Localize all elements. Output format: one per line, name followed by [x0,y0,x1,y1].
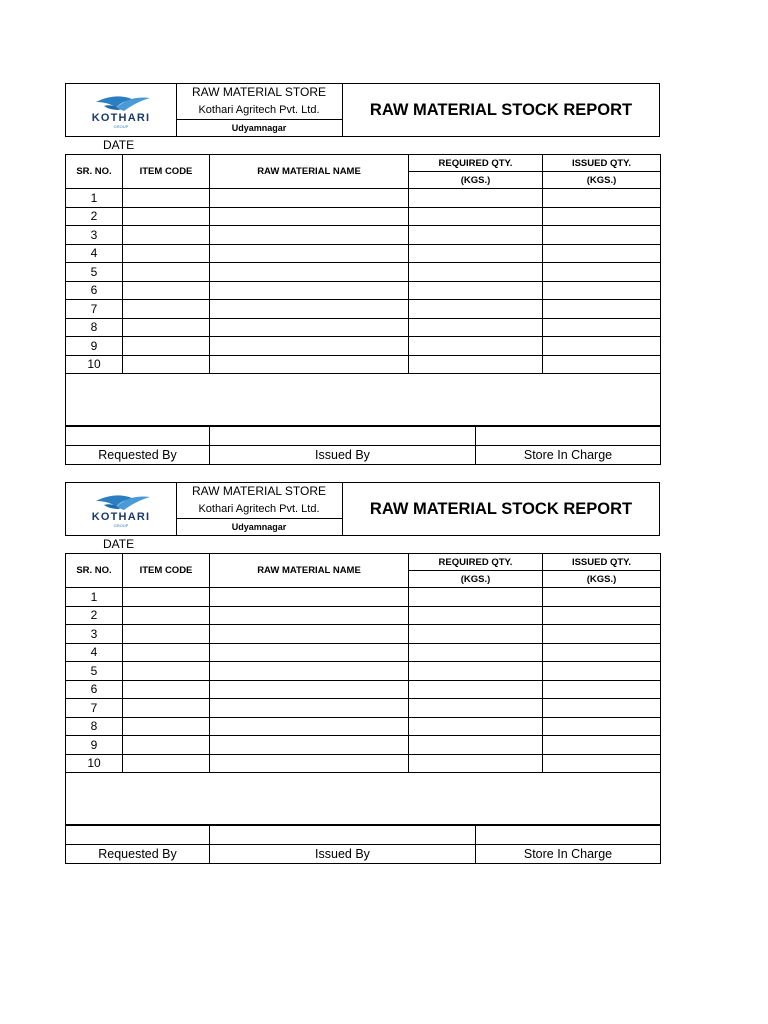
issued-qty-cell[interactable] [543,662,661,681]
table-row [66,189,661,208]
raw-material-name-cell[interactable] [210,207,409,226]
signature-table [65,426,661,465]
requested-by-signature-field[interactable] [66,826,210,845]
required-qty-cell[interactable] [409,699,543,718]
item-code-cell[interactable] [123,699,210,718]
required-qty-cell[interactable] [409,643,543,662]
raw-material-name-cell[interactable] [210,263,409,282]
raw-material-name-cell[interactable] [210,680,409,699]
store-name: RAW MATERIAL STORE [191,484,326,498]
item-code-cell[interactable] [123,680,210,699]
row-number: 10 [66,355,123,374]
row-number: 3 [66,625,123,644]
table-row [66,244,661,263]
raw-material-name-cell[interactable] [210,244,409,263]
issued-qty-cell[interactable] [543,300,661,319]
company-logo [66,483,177,535]
required-qty-cell[interactable] [409,680,543,699]
row-number: 8 [66,717,123,736]
raw-material-name-cell[interactable] [210,318,409,337]
issued-qty-cell[interactable] [543,189,661,208]
kothari-bird-logo-icon [74,489,168,529]
issued-by-signature-field[interactable] [210,427,476,446]
table-row [66,300,661,319]
logo-text: KOTHARI [91,112,151,124]
raw-material-name-cell[interactable] [210,754,409,773]
issued-qty-cell[interactable] [543,736,661,755]
raw-material-name-cell[interactable] [210,717,409,736]
item-code-cell[interactable] [123,736,210,755]
issued-qty-cell[interactable] [543,207,661,226]
col-header-issued-qty: ISSUED QTY. [543,554,661,571]
required-qty-cell[interactable] [409,355,543,374]
issued-qty-cell[interactable] [543,226,661,245]
required-qty-cell[interactable] [409,207,543,226]
issued-qty-cell[interactable] [543,244,661,263]
issued-by-label: Issued By [210,446,476,465]
table-row [66,625,661,644]
row-number: 4 [66,244,123,263]
logo-subtext: GROUP [113,523,129,528]
kothari-bird-logo-icon [74,90,168,130]
raw-material-name-cell[interactable] [210,281,409,300]
required-qty-cell[interactable] [409,625,543,644]
report-title: RAW MATERIAL STOCK REPORT [369,101,633,119]
store-name: RAW MATERIAL STORE [191,85,326,99]
item-code-cell[interactable] [123,625,210,644]
raw-material-name-cell[interactable] [210,355,409,374]
row-number: 5 [66,263,123,282]
col-header-sr-no: SR. NO. [66,554,123,588]
store-info [176,483,343,535]
date-label: DATE [103,537,135,551]
table-row [66,643,661,662]
logo-text: KOTHARI [91,511,151,523]
raw-material-name-cell[interactable] [210,337,409,356]
issued-qty-cell[interactable] [543,606,661,625]
item-code-cell[interactable] [123,588,210,607]
table-row [66,318,661,337]
required-qty-cell[interactable] [409,662,543,681]
table-row [66,588,661,607]
issued-qty-cell[interactable] [543,355,661,374]
required-qty-cell[interactable] [409,717,543,736]
required-qty-cell[interactable] [409,318,543,337]
row-number: 3 [66,226,123,245]
logo-subtext: GROUP [113,124,129,129]
date-label: DATE [103,138,135,152]
col-header-issued-qty: ISSUED QTY. [543,155,661,172]
col-header-item-code: ITEM CODE [123,155,210,189]
table-row [66,680,661,699]
report-header [65,482,660,536]
item-code-cell[interactable] [123,318,210,337]
item-code-cell[interactable] [123,244,210,263]
store-in-charge-label: Store In Charge [476,446,661,465]
item-code-cell[interactable] [123,337,210,356]
store-in-charge-signature-field[interactable] [476,826,661,845]
row-number: 6 [66,680,123,699]
issued-qty-cell[interactable] [543,680,661,699]
table-row [66,699,661,718]
required-qty-cell[interactable] [409,606,543,625]
table-row [66,263,661,282]
row-number: 2 [66,606,123,625]
notes-area[interactable] [66,374,661,426]
item-code-cell[interactable] [123,300,210,319]
required-qty-cell[interactable] [409,281,543,300]
row-number: 5 [66,662,123,681]
row-number: 7 [66,699,123,718]
issued-qty-cell[interactable] [543,717,661,736]
table-row [66,754,661,773]
store-in-charge-label: Store In Charge [476,845,661,864]
row-number: 9 [66,736,123,755]
table-row [66,207,661,226]
col-header-item-code: ITEM CODE [123,554,210,588]
col-unit-issued: (KGS.) [543,172,661,189]
store-info [176,84,343,136]
store-location: Udyamnagar [176,518,342,535]
store-location: Udyamnagar [176,119,342,136]
issued-qty-cell[interactable] [543,625,661,644]
item-code-cell[interactable] [123,717,210,736]
item-code-cell[interactable] [123,662,210,681]
item-code-cell[interactable] [123,263,210,282]
stock-report-form [65,83,660,465]
issued-qty-cell[interactable] [543,699,661,718]
item-code-cell[interactable] [123,754,210,773]
row-number: 1 [66,189,123,208]
col-header-required-qty: REQUIRED QTY. [409,155,543,172]
table-row [66,337,661,356]
raw-material-name-cell[interactable] [210,736,409,755]
table-row [66,355,661,374]
required-qty-cell[interactable] [409,189,543,208]
item-code-cell[interactable] [123,355,210,374]
report-header [65,83,660,137]
row-number: 2 [66,207,123,226]
issued-qty-cell[interactable] [543,263,661,282]
raw-material-name-cell[interactable] [210,699,409,718]
materials-table [65,553,661,825]
company-name: Kothari Agritech Pvt. Ltd. [198,503,320,515]
table-row [66,736,661,755]
issued-by-signature-field[interactable] [210,826,476,845]
requested-by-signature-field[interactable] [66,427,210,446]
raw-material-name-cell[interactable] [210,606,409,625]
row-number: 10 [66,754,123,773]
required-qty-cell[interactable] [409,300,543,319]
raw-material-name-cell[interactable] [210,588,409,607]
table-row [66,606,661,625]
row-number: 9 [66,337,123,356]
raw-material-name-cell[interactable] [210,226,409,245]
required-qty-cell[interactable] [409,754,543,773]
col-header-raw-material-name: RAW MATERIAL NAME [210,155,409,189]
stock-report-form [65,482,660,864]
issued-qty-cell[interactable] [543,643,661,662]
col-unit-issued: (KGS.) [543,571,661,588]
row-number: 4 [66,643,123,662]
requested-by-label: Requested By [66,446,210,465]
company-name: Kothari Agritech Pvt. Ltd. [198,104,320,116]
required-qty-cell[interactable] [409,226,543,245]
required-qty-cell[interactable] [409,337,543,356]
table-row [66,281,661,300]
row-number: 6 [66,281,123,300]
raw-material-name-cell[interactable] [210,625,409,644]
col-header-required-qty: REQUIRED QTY. [409,554,543,571]
store-in-charge-signature-field[interactable] [476,427,661,446]
col-header-sr-no: SR. NO. [66,155,123,189]
required-qty-cell[interactable] [409,244,543,263]
item-code-cell[interactable] [123,189,210,208]
report-title: RAW MATERIAL STOCK REPORT [369,500,633,518]
materials-table [65,154,661,426]
issued-qty-cell[interactable] [543,318,661,337]
row-number: 1 [66,588,123,607]
issued-qty-cell[interactable] [543,754,661,773]
item-code-cell[interactable] [123,281,210,300]
raw-material-name-cell[interactable] [210,300,409,319]
raw-material-name-cell[interactable] [210,643,409,662]
raw-material-name-cell[interactable] [210,189,409,208]
table-row [66,662,661,681]
item-code-cell[interactable] [123,606,210,625]
col-unit-required: (KGS.) [409,571,543,588]
issued-qty-cell[interactable] [543,281,661,300]
item-code-cell[interactable] [123,643,210,662]
issued-qty-cell[interactable] [543,337,661,356]
required-qty-cell[interactable] [409,736,543,755]
raw-material-name-cell[interactable] [210,662,409,681]
company-logo [66,84,177,136]
col-unit-required: (KGS.) [409,172,543,189]
required-qty-cell[interactable] [409,263,543,282]
issued-qty-cell[interactable] [543,588,661,607]
required-qty-cell[interactable] [409,588,543,607]
row-number: 7 [66,300,123,319]
signature-table [65,825,661,864]
row-number: 8 [66,318,123,337]
col-header-raw-material-name: RAW MATERIAL NAME [210,554,409,588]
item-code-cell[interactable] [123,226,210,245]
table-row [66,717,661,736]
notes-area[interactable] [66,773,661,825]
issued-by-label: Issued By [210,845,476,864]
requested-by-label: Requested By [66,845,210,864]
item-code-cell[interactable] [123,207,210,226]
table-row [66,226,661,245]
